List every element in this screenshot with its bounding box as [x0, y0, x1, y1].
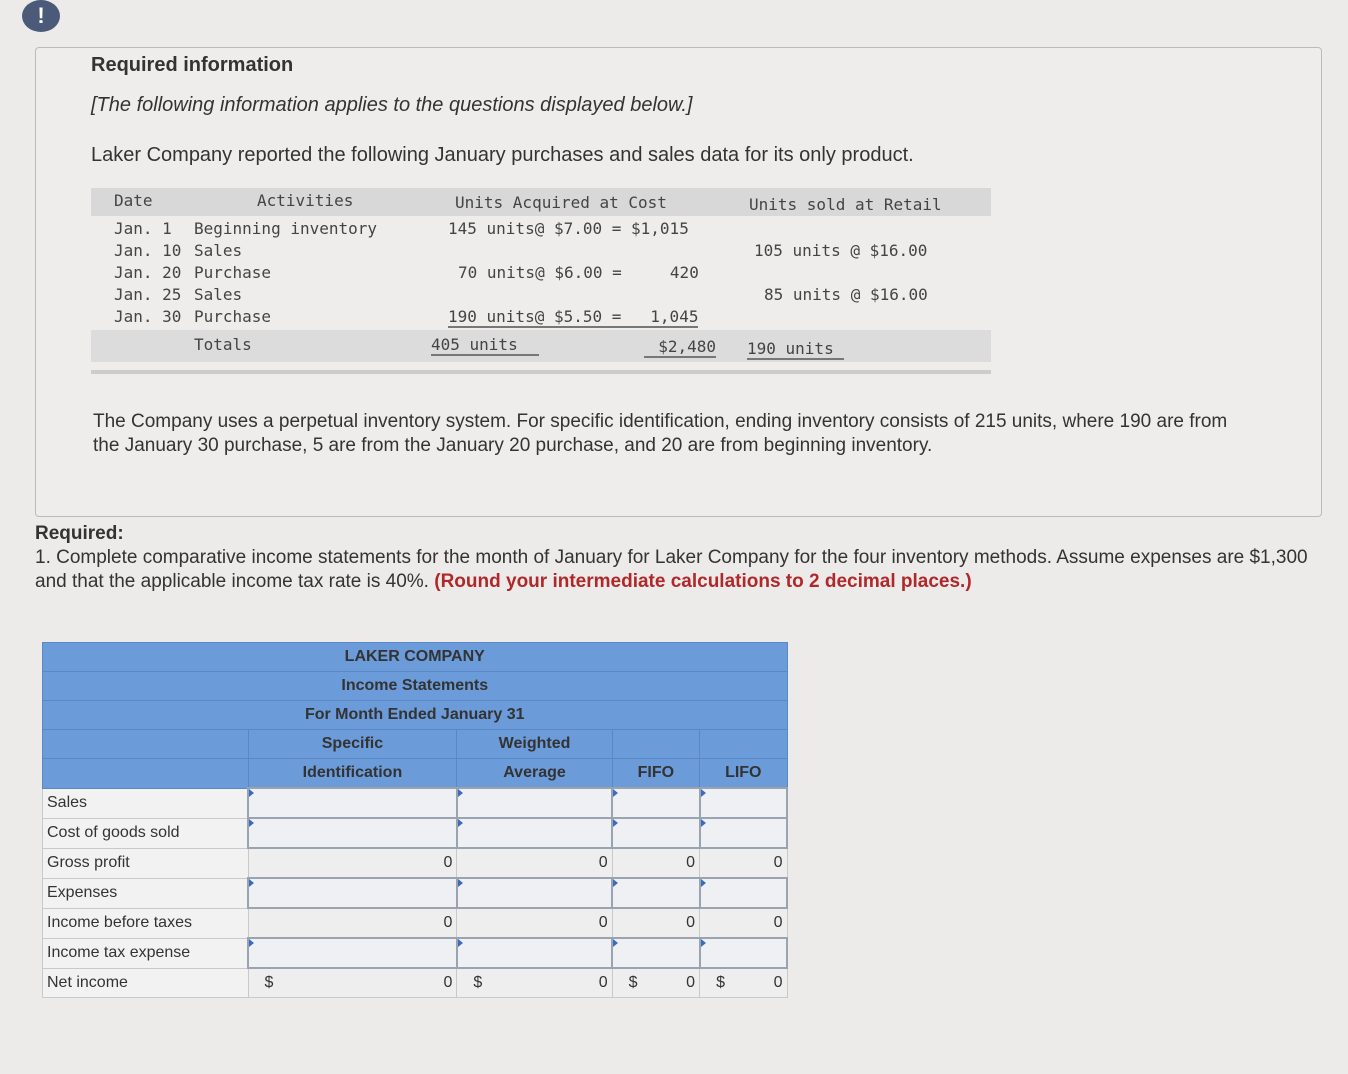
- statement-title: Income Statements: [43, 672, 788, 701]
- value: 0: [598, 854, 608, 871]
- statement-row: [43, 938, 788, 968]
- computed-value: [700, 968, 787, 998]
- computed-value: [457, 968, 612, 998]
- total-cost: $2,480: [644, 338, 716, 358]
- statement-row: [43, 818, 788, 848]
- amount-input[interactable]: [457, 788, 612, 818]
- value: 0: [686, 854, 696, 871]
- computed-value: [612, 968, 699, 998]
- row-label: Expenses: [43, 878, 249, 908]
- company-name: LAKER COMPANY: [43, 643, 788, 672]
- row-label: Income before taxes: [43, 908, 249, 938]
- amount-input[interactable]: [700, 818, 787, 848]
- row-sold: 105 units @ $16.00: [754, 241, 928, 260]
- col-fifo: FIFO: [612, 759, 699, 789]
- header-date: Date: [114, 191, 153, 210]
- header-acquired: Units Acquired at Cost: [455, 193, 667, 212]
- row-activity: Sales: [194, 285, 243, 304]
- computed-value: [457, 848, 612, 878]
- blank-header-cell: [612, 730, 699, 759]
- col-lifo: LIFO: [700, 759, 787, 789]
- col-weighted-line2: Average: [457, 759, 612, 789]
- computed-value: [248, 968, 457, 998]
- row-activity: Beginning inventory: [194, 219, 378, 238]
- inventory-policy-text: The Company uses a perpetual inventory system. For specific identification, ending inventory consists of 215 units, where 190 are from the January 30 purchase, 5 are from the January 20 purchase, and 20 are from beginning inventory.: [93, 411, 1228, 456]
- computed-value: [457, 908, 612, 938]
- computed-value: [248, 908, 457, 938]
- statement-period: For Month Ended January 31: [43, 701, 788, 730]
- amount-input[interactable]: [700, 938, 787, 968]
- value: 0: [443, 854, 453, 871]
- amount-input[interactable]: [612, 938, 699, 968]
- amount-input[interactable]: [248, 878, 457, 908]
- alert-icon: !: [22, 0, 60, 32]
- row-date: Jan. 1: [114, 219, 172, 238]
- amount-input[interactable]: [612, 818, 699, 848]
- income-statement-table: [42, 642, 788, 998]
- info-applies: [The following information applies to the questions displayed below.]: [91, 94, 693, 116]
- statement-row: [43, 848, 788, 878]
- value: 0: [773, 854, 783, 871]
- value: 0: [598, 914, 608, 931]
- row-activity: Purchase: [194, 307, 272, 326]
- header-activities: Activities: [257, 191, 354, 210]
- header-sold: Units sold at Retail: [749, 195, 942, 214]
- value: 0: [686, 914, 696, 931]
- required-label: Required:: [35, 523, 124, 544]
- rounding-note: (Round your intermediate calculations to 2 decimal places.): [434, 571, 972, 592]
- computed-value: [612, 908, 699, 938]
- dollar-sign: $: [473, 974, 483, 991]
- amount-input[interactable]: [457, 938, 612, 968]
- row-label: Cost of goods sold: [43, 818, 249, 848]
- row-label: Income tax expense: [43, 938, 249, 968]
- amount-input[interactable]: [248, 818, 457, 848]
- dollar-sign: $: [264, 974, 274, 991]
- row-acquired: 145 units@ $7.00 = $1,015: [448, 219, 689, 238]
- totals-label: Totals: [194, 335, 252, 354]
- row-acquired: 190 units@ $5.50 = 1,045: [448, 307, 699, 326]
- purchases-sales-table: [91, 188, 991, 376]
- info-intro: Laker Company reported the following January purchases and sales data for its only product.: [91, 144, 914, 166]
- row-date: Jan. 20: [114, 263, 182, 282]
- computed-value: [700, 908, 787, 938]
- col-specific-line2: Identification: [248, 759, 457, 789]
- row-acquired: 70 units@ $6.00 = 420: [458, 263, 699, 282]
- row-date: Jan. 10: [114, 241, 182, 260]
- computed-value: [248, 848, 457, 878]
- required-section: [35, 522, 1315, 594]
- blank-header-cell: [700, 730, 787, 759]
- value: 0: [443, 974, 453, 991]
- computed-value: [612, 848, 699, 878]
- blank-header-cell: [43, 730, 249, 759]
- col-specific-line1: Specific: [248, 730, 457, 759]
- amount-input[interactable]: [457, 878, 612, 908]
- amount-input[interactable]: [457, 818, 612, 848]
- value: 0: [686, 974, 696, 991]
- required-information-panel: [35, 47, 1322, 517]
- row-sold: 85 units @ $16.00: [764, 285, 928, 304]
- row-label: Gross profit: [43, 848, 249, 878]
- row-activity: Sales: [194, 241, 243, 260]
- total-sold: 190 units: [747, 340, 844, 360]
- row-activity: Purchase: [194, 263, 272, 282]
- value: 0: [443, 914, 453, 931]
- required-text: 1. Complete comparative income statements for the month of January for Laker Company for the four inventory methods. Assume expenses are $1,300 and that the applicable income tax rate is 40%.: [35, 547, 1308, 592]
- amount-input[interactable]: [700, 788, 787, 818]
- blank-header-cell: [43, 759, 249, 789]
- amount-input[interactable]: [248, 788, 457, 818]
- row-label: Sales: [43, 788, 249, 818]
- row-date: Jan. 30: [114, 307, 182, 326]
- dollar-sign: $: [628, 974, 638, 991]
- statement-row: [43, 968, 788, 998]
- amount-input[interactable]: [612, 878, 699, 908]
- value: 0: [773, 914, 783, 931]
- statement-row: [43, 788, 788, 818]
- value: 0: [598, 974, 608, 991]
- statement-row: [43, 878, 788, 908]
- value: 0: [773, 974, 783, 991]
- computed-value: [700, 848, 787, 878]
- amount-input[interactable]: [700, 878, 787, 908]
- info-title: Required information: [91, 54, 294, 76]
- dollar-sign: $: [716, 974, 725, 991]
- row-date: Jan. 25: [114, 285, 182, 304]
- row-label: Net income: [43, 968, 249, 998]
- total-units: 405 units: [431, 336, 539, 356]
- statement-row: [43, 908, 788, 938]
- amount-input[interactable]: [612, 788, 699, 818]
- col-weighted-line1: Weighted: [457, 730, 612, 759]
- amount-input[interactable]: [248, 938, 457, 968]
